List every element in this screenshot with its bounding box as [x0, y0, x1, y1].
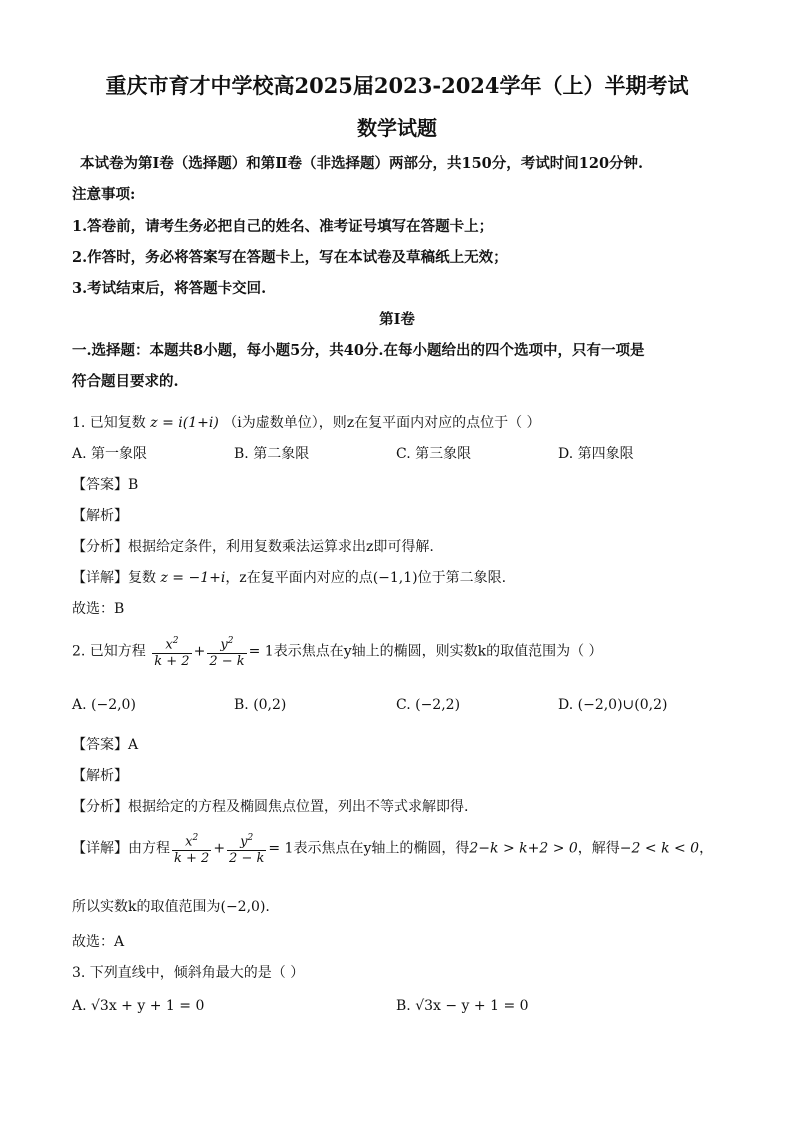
choose-label: 故选：: [72, 601, 114, 617]
q1-stem: [72, 412, 541, 432]
q2-fenxi-text: 根据给定的方程及椭圆焦点位置，列出不等式求解即得.: [128, 799, 469, 815]
q2-option-b: B. (0,2): [234, 697, 287, 713]
q1-detail-pre: 复数: [128, 570, 156, 586]
q2-detail-mid: 表示焦点在y轴上的椭圆，得: [293, 840, 470, 857]
q3-stem: 3. 下列直线中，倾斜角最大的是（ ）: [72, 965, 305, 981]
q2-choose: [72, 931, 124, 951]
q1-option-a: A. 第一象限: [72, 446, 148, 462]
detail-label: 【详解】: [72, 840, 128, 857]
q2-analysis-label: 【解析】: [72, 768, 128, 784]
fenxi-label: 【分析】: [72, 799, 128, 815]
q2-conclusion: 所以实数k的取值范围为(−2,0).: [72, 899, 270, 915]
q2-fraction-x: $\frac{x^2}{k + 2}$: [152, 633, 191, 670]
q1-option-b: B. 第二象限: [234, 446, 310, 462]
q1-pre: 1. 已知复数: [72, 415, 146, 431]
q2-detail: 【详解】由方程 $\frac{x^2}{k + 2}$ + $\frac{y^2}{2 - k}$ = 1表示焦点在y轴上的椭圆，得2−k > k+2 > 0，解得−2 < k < 0，: [72, 830, 713, 867]
fenxi-label: 【分析】: [72, 539, 128, 555]
notes-item-1: 1.答卷前，请考生务必把自己的姓名、准考证号填写在答题卡上；: [72, 218, 494, 235]
q2-fraction-y: $\frac{y^2}{2 - k}$: [207, 633, 246, 670]
detail-label: 【详解】: [72, 570, 128, 586]
answer-label: 【答案】: [72, 737, 128, 753]
q1-detail-post: 位于第二象限.: [417, 570, 507, 586]
q2-detail-ineq: 2−k > k+2 > 0: [469, 840, 578, 857]
q2-pre: 2. 已知方程: [72, 643, 146, 660]
q1-fenxi: [72, 536, 434, 556]
notes-item-3: 3.考试结束后，将答题卡交回.: [72, 280, 267, 297]
q2-detail-fraction-x: $\frac{x^2}{k + 2}$: [172, 830, 211, 867]
q2-detail-fraction-y: $\frac{y^2}{2 - k}$: [227, 830, 266, 867]
q2-post: 表示焦点在y轴上的椭圆，则实数k的取值范围为（ ）: [273, 643, 603, 660]
q2-answer-value: A: [128, 737, 139, 753]
exam-subtitle: 数学试题: [357, 116, 437, 140]
q1-answer: [72, 474, 138, 494]
intro-text: 本试卷为第Ⅰ卷（选择题）和第Ⅱ卷（非选择题）两部分，共150分，考试时间120分钟.: [80, 155, 644, 172]
q1-formula: z = i(1+i): [150, 415, 219, 431]
q1-option-d: D. 第四象限: [558, 446, 634, 462]
q1-detail: [72, 567, 506, 587]
choose-label: 故选：: [72, 934, 114, 950]
volume-heading: 第Ⅰ卷: [379, 311, 415, 328]
q2-choose-value: A: [114, 934, 125, 950]
q2-answer: [72, 734, 138, 754]
q2-stem: 2. 已知方程 $\frac{x^2}{k + 2}$ + $\frac{y^2}{2 - k}$ = 1表示焦点在y轴上的椭圆，则实数k的取值范围为（ ）: [72, 633, 603, 670]
q3-option-a: A. √3x + y + 1 = 0: [72, 998, 205, 1014]
q1-option-c: C. 第三象限: [396, 446, 472, 462]
q1-detail-point: (−1,1): [372, 570, 418, 586]
q1-detail-formula: z = −1+i: [160, 570, 226, 586]
answer-label: 【答案】: [72, 477, 128, 493]
q2-detail-end: ，: [699, 840, 714, 857]
q1-analysis-label: 【解析】: [72, 508, 128, 524]
notes-item-2: 2.作答时，务必将答案写在答题卡上，写在本试卷及草稿纸上无效；: [72, 249, 508, 266]
section-heading-1: 一.选择题：本题共8小题，每小题5分，共40分.在每小题给出的四个选项中，只有一项是: [72, 342, 645, 359]
q1-fenxi-text: 根据给定条件，利用复数乘法运算求出z即可得解.: [128, 539, 434, 555]
q1-choose-value: B: [114, 601, 125, 617]
q2-detail-range: −2 < k < 0: [619, 840, 700, 857]
q2-option-d: D. (−2,0)∪(0,2): [558, 697, 668, 713]
q2-option-c: C. (−2,2): [396, 697, 461, 713]
section-heading-2: 符合题目要求的.: [72, 373, 179, 390]
notes-heading: 注意事项:: [72, 186, 136, 203]
exam-title: 重庆市育才中学校高2025届2023-2024学年（上）半期考试: [105, 73, 689, 98]
q1-choose: [72, 598, 124, 618]
q2-detail-pre: 由方程: [128, 840, 170, 857]
q1-detail-mid: ，z在复平面内对应的点: [225, 570, 373, 586]
q2-option-a: A. (−2,0): [72, 697, 136, 713]
q1-answer-value: B: [128, 477, 139, 493]
q2-detail-solve: ，解得: [577, 840, 620, 857]
q2-fenxi: [72, 796, 468, 816]
q1-mid: （i为虚数单位），则z在复平面内对应的点位于（ ）: [223, 415, 541, 431]
q3-option-b: B. √3x − y + 1 = 0: [396, 998, 529, 1014]
